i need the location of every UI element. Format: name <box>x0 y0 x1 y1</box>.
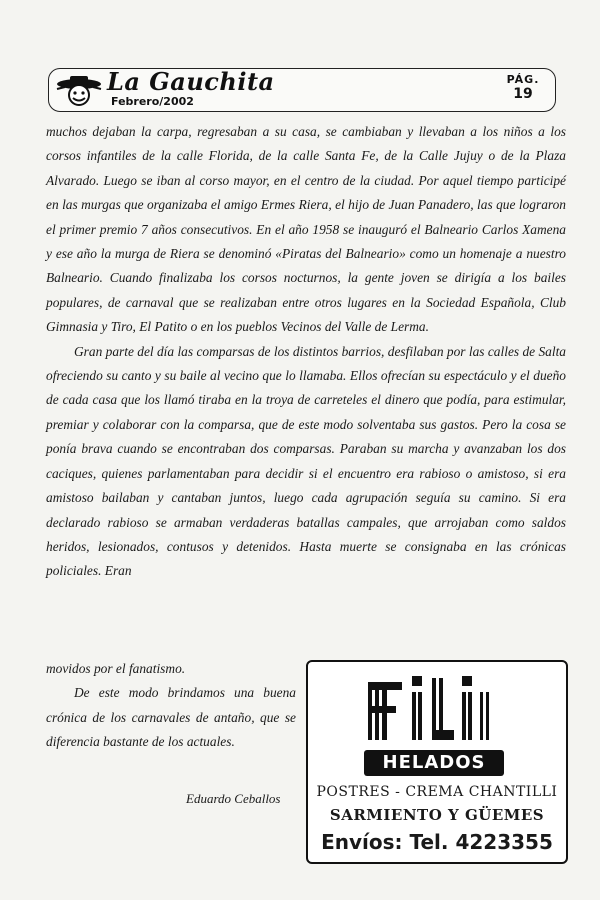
article-body-narrow <box>46 657 296 755</box>
article-paragraph-3: De este modo brindamos una buena crónica de los carnavales de antaño, que se diferencia bastante de los actuales. <box>46 685 296 750</box>
article-body <box>46 120 566 584</box>
fili-brand-logo-icon <box>368 674 503 744</box>
ad-banner-helados: HELADOS <box>364 750 504 776</box>
advertisement <box>306 660 568 864</box>
author-signature: Eduardo Ceballos <box>186 791 281 806</box>
page-header <box>48 68 556 112</box>
masthead-title: La Gauchita <box>107 67 275 96</box>
page-indicator <box>503 73 543 102</box>
gaucho-hat-logo-icon <box>55 73 103 107</box>
page-number: 19 <box>513 86 533 102</box>
article-paragraph-1: muchos dejaban la carpa, regresaban a su casa, se cambiaban y llevaban a los niños a los corsos infantiles de la calle Florida, de la calle Santa Fe, de la Calle Jujuy o de la Plaza Alvarado. Luego se iban al corso mayor, en el centro de la ciudad. Por aquel tiempo participé en las murgas que organizaba el amigo Ermes Riera, el hijo de Juan Panadero, las que lograron el primer premio 7 años consecutivos. En el año 1958 se inauguró el Balneario Carlos Xamena y ese año la murga de Riera se denominó «Piratas del Balneario» como un homenaje a nuestro Balneario. Cuando finalizaba los corsos nocturnos, la gente joven se dirigía a los bailes populares, de carnaval que se realizaban entre otros lugares en la Sociedad Española, Club Gimnasia y Tiro, El Patito o en los pueblos Vecinos del Valle de Lerma. <box>46 124 566 335</box>
issue-date: Febrero/2002 <box>111 95 194 108</box>
ad-phone: Envíos: Tel. 4223355 <box>321 830 553 854</box>
page-label: PÁG. <box>506 73 540 86</box>
ad-products: POSTRES - CREMA CHANTILLI <box>316 784 558 800</box>
article-paragraph-2-end: movidos por el fanatismo. <box>46 661 186 676</box>
article-paragraph-2: Gran parte del día las comparsas de los distintos barrios, desfilaban por las calles de Salta ofreciendo su canto y su baile al vecino que lo llamaba. Ellos ofrecían su espectáculo y el dueño de cada casa que los llamó tiraba en la troya de carreteles el dinero que podía, para estimular, premiar y colaborar con la comparsa, que de este modo solventaba sus gastos. Pero la cosa se ponía brava cuando se encontraban dos comparsas. Paraban su marcha y avanzaban los dos caciques, quienes parlamentaban para decidir si el encuentro era rabioso o amistoso, si era amistoso bailaban y cantaban juntos, luego cada agrupación seguía su camino. Si era declarado rabioso se armaban verdaderas batallas campales, que arrojaban como saldos heridos, lesionados, contusos y detenidos. Hasta muerte se consignaba en las crónicas policiales. Eran <box>46 343 566 579</box>
ad-address: SARMIENTO Y GÜEMES <box>329 806 545 824</box>
